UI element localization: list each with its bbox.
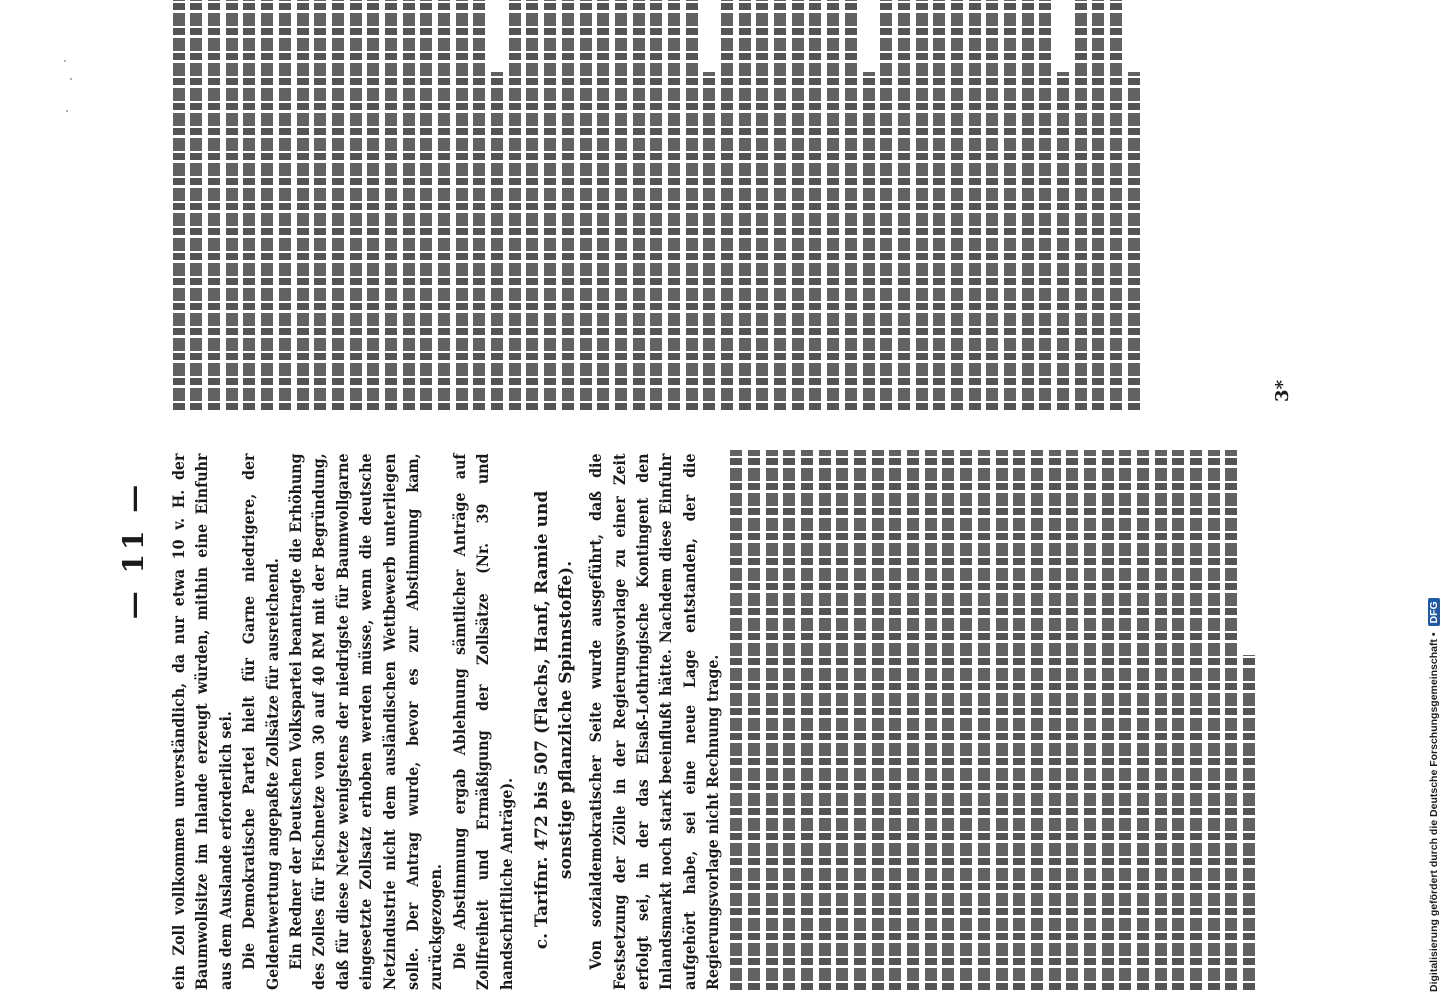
text-lines-right bbox=[173, 0, 1140, 410]
scan-artifacts bbox=[60, 50, 80, 150]
paragraph-4: Die Abstimmung ergab Ablehnung sämtlicher Anträge auf Zollfreiheit und Ermäßigung der Zollsätze (Nr. 39 und handschriftliche Anträge). bbox=[449, 453, 516, 990]
text-lines-continued-left bbox=[730, 450, 1255, 990]
dfg-logo: DFG bbox=[1428, 598, 1440, 626]
digitization-text: Digitalisierung gefördert durch die Deutsche Forschungsgemeinschaft • bbox=[1428, 632, 1440, 992]
paragraph-2: Die Demokratische Partei hielt für Garne niedrigere, der Geldentwertung angepaßte Zollsätze für ausreichend. bbox=[239, 453, 282, 990]
digitization-notice bbox=[1428, 598, 1440, 992]
section-paragraph: Von sozialdemokratischer Seite wurde ausgeführt, daß die Festsetzung der Zölle in der Regierungsvorlage zu einer Zeit erfolgt sei, in der das Elsaß-Lothringische Kontingent den Inlandsmarkt noch stark beeinflußt hätte. Nachdem diese Einfuhr aufgehört habe, sei eine neue Lage entstanden, der die Regierungsvorlage nicht Rechnung trage. bbox=[586, 453, 723, 990]
signature-mark: 3* bbox=[1272, 380, 1293, 402]
section-heading: c. Tarifnr. 472 bis 507 (Flachs, Hanf, Ramie und sonstige pflanzliche Spinnstoffe). bbox=[532, 490, 577, 950]
scanned-page bbox=[117, 110, 1293, 990]
right-column bbox=[167, 0, 1287, 410]
paragraph-3: Ein Redner der Deutschen Volkspartei beantragte die Erhöhung des Zolles für Fischnetze von 30 auf 40 RM mit der Begründung, daß für diese Netze wenigstens der niedrigste für Baumwollgarne eingesetzte Zollsatz erhoben werden müsse, wenn die deutsche Netzindustrie nicht dem ausländischen Wettbewerb unterliegen solle. Der Antrag wurde, bevor es zur Abstimmung kam, zurückgezogen. bbox=[286, 453, 446, 990]
page-number: — 11 — bbox=[117, 480, 150, 620]
paragraph-1: ein Zoll vollkommen unverständlich, da nur etwa 10 v. H. der Baumwollsitze im Inlande erzeugt würden, mithin eine Einfuhr aus dem Auslande erforderlich sei. bbox=[169, 453, 235, 990]
left-column bbox=[167, 450, 1287, 990]
